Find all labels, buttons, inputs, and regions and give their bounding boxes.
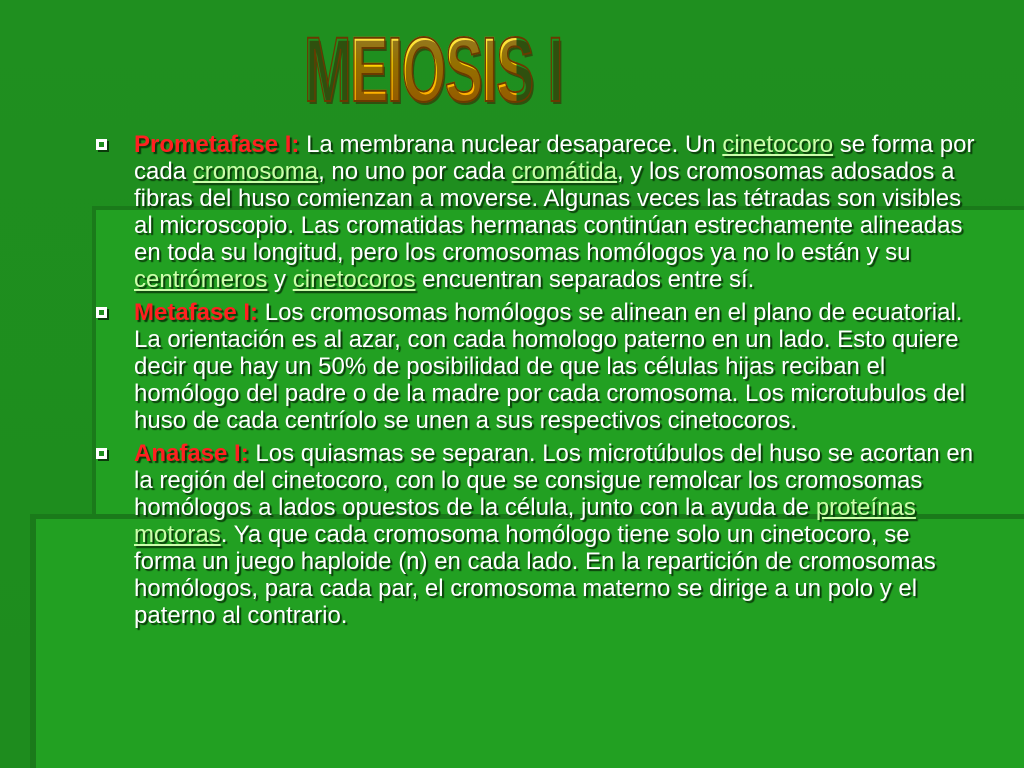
item-text: Los quiasmas se separan. Los microtúbulos del huso se acortan en la región del cinetocoro, con lo que se consigue remolcar los cromosomas homólogos a lados opuestos de la célula, junto con la ayuda de: [134, 440, 974, 521]
term-label: Anafase I:: [134, 440, 249, 467]
link-proteinas-motoras[interactable]: proteínas motoras: [134, 494, 916, 548]
term-label: Metafase I:: [134, 299, 259, 326]
item-text: La membrana nuclear desaparece. Un: [299, 131, 723, 158]
link-cinetocoro[interactable]: cinetocoro: [722, 131, 834, 158]
list-item-prometafase: [96, 131, 976, 293]
link-cromosoma[interactable]: cromosoma: [192, 158, 319, 185]
item-text: y: [267, 266, 293, 293]
item-text: encuentran separados entre sí.: [415, 266, 755, 293]
item-text: , no uno por cada: [318, 158, 512, 185]
item-text: , y los cromosomas adosados a fibras del huso comienzan a moverse. Algunas veces las tétradas son visibles al microscopio. Las cromatidas hermanas continúan estrechamente alineadas en toda su longitud, pero los cromosomas homólogos ya no lo están y su: [134, 158, 963, 266]
bullet-list: [96, 131, 976, 635]
item-text: se forma por cada: [134, 131, 975, 185]
item-text: Los cromosomas homólogos se alinean en el plano de ecuatorial. La orientación es al azar, con cada homologo paterno en un lado. Esto quiere decir que hay un 50% de posibilidad de que las células hijas reciban el homólogo del padre o de la madre por cada cromosoma. Los microtubulos del huso de cada centríolo se unen a sus respectivos cinetocoros.: [134, 299, 966, 434]
link-cinetocoros[interactable]: cinetocoros: [292, 266, 416, 293]
term-label: Prometafase I:: [134, 131, 300, 158]
bullet-square-icon: [96, 307, 107, 318]
list-item-anafase: [96, 440, 976, 629]
bullet-square-icon: [96, 139, 107, 150]
list-item-metafase: [96, 299, 976, 434]
slide-title: MEIOSIS I: [349, 14, 516, 126]
bullet-square-icon: [96, 448, 107, 459]
item-text: . Ya que cada cromosoma homólogo tiene solo un cinetocoro, se forma un juego haploide (n) en cada lado. En la repartición de cromosomas homólogos, para cada par, el cromosoma materno se dirige a un polo y el paterno al contrario.: [134, 521, 936, 629]
link-cromatida[interactable]: cromátida: [511, 158, 617, 185]
link-centromeros[interactable]: centrómeros: [134, 266, 268, 293]
